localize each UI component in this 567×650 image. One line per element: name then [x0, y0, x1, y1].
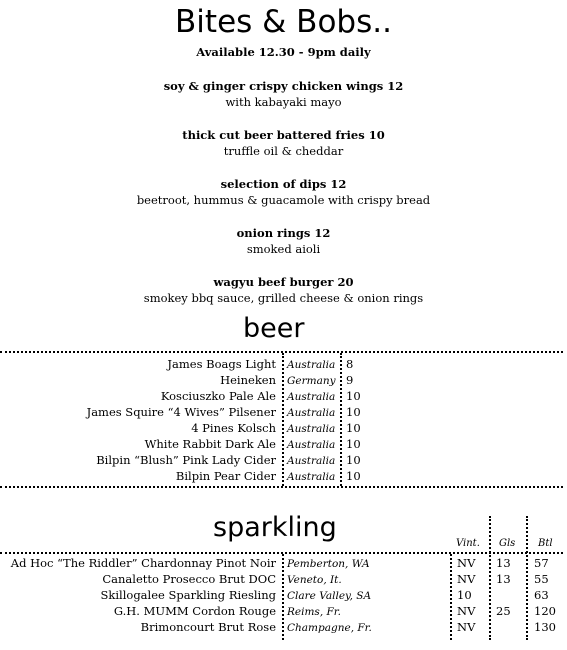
bite-item-name: soy & ginger crispy chicken wings 12	[163, 79, 404, 93]
sparkling-glass-price: 13	[496, 556, 511, 570]
glass-column-header: Gls	[499, 538, 516, 549]
beer-name: James Boags Light	[167, 357, 276, 371]
sparkling-column-divider	[526, 516, 528, 640]
sparkling-vintage: NV	[457, 572, 476, 586]
beer-heading: beer	[243, 313, 305, 344]
beer-name: Kosciuszko Pale Ale	[160, 389, 276, 403]
sparkling-origin: Reims, Fr.	[287, 606, 341, 618]
beer-price: 9	[346, 373, 354, 387]
sparkling-vintage: NV	[457, 604, 476, 618]
sparkling-origin: Veneto, It.	[287, 574, 342, 586]
sparkling-column-divider	[282, 554, 284, 640]
beer-name: Bilpin Pear Cider	[175, 469, 276, 483]
bite-item-name: thick cut beer battered fries 10	[182, 128, 385, 142]
beer-price: 8	[346, 357, 354, 371]
sparkling-vintage: NV	[457, 556, 476, 570]
menu-title: Bites & Bobs..	[175, 4, 392, 40]
bite-item-desc: smokey bbq sauce, grilled cheese & onion rings	[143, 291, 424, 305]
sparkling-bottle-price: 63	[534, 588, 549, 602]
beer-price: 10	[346, 421, 361, 435]
bite-item-desc: beetroot, hummus & guacamole with crispy bread	[136, 193, 431, 207]
beer-price: 10	[346, 405, 361, 419]
bite-item-name: onion rings 12	[236, 226, 331, 240]
beer-name: James Squire “4 Wives” Pilsener	[86, 405, 276, 419]
sparkling-name: Canaletto Prosecco Brut DOC	[102, 572, 276, 586]
sparkling-vintage: NV	[457, 620, 476, 634]
sparkling-bottle-price: 57	[534, 556, 549, 570]
bite-item-name: selection of dips 12	[220, 177, 347, 191]
beer-price: 10	[346, 469, 361, 483]
bottle-column-header: Btl	[538, 538, 553, 549]
beer-origin: Australia	[287, 391, 336, 403]
sparkling-bottle-price: 130	[534, 620, 556, 634]
beer-origin: Australia	[287, 423, 336, 435]
sparkling-bottle-price: 120	[534, 604, 556, 618]
sparkling-origin: Clare Valley, SA	[287, 590, 372, 602]
beer-origin: Australia	[287, 471, 336, 483]
beer-origin: Germany	[287, 375, 336, 387]
beer-name: Heineken	[220, 373, 276, 387]
sparkling-bottle-price: 55	[534, 572, 549, 586]
sparkling-vintage: 10	[457, 588, 472, 602]
sparkling-name: Skillogalee Sparkling Riesling	[100, 588, 276, 602]
sparkling-glass-price: 25	[496, 604, 511, 618]
beer-origin: Australia	[287, 359, 336, 371]
bite-item-desc: with kabayaki mayo	[225, 95, 342, 109]
beer-origin: Australia	[287, 439, 336, 451]
beer-origin: Australia	[287, 407, 336, 419]
beer-bottom-divider	[0, 486, 563, 488]
beer-name: White Rabbit Dark Ale	[144, 437, 276, 451]
sparkling-name: Brimoncourt Brut Rose	[140, 620, 276, 634]
sparkling-glass-price: 13	[496, 572, 511, 586]
sparkling-column-divider	[450, 554, 452, 640]
beer-price: 10	[346, 389, 361, 403]
vintage-column-header: Vint.	[456, 538, 480, 549]
bite-item-name: wagyu beef burger 20	[213, 275, 354, 289]
bite-item-desc: smoked aioli	[246, 242, 321, 256]
bite-item-desc: truffle oil & cheddar	[223, 144, 344, 158]
sparkling-name: Ad Hoc “The Riddler” Chardonnay Pinot Noir	[10, 556, 276, 570]
sparkling-heading: sparkling	[213, 512, 337, 543]
beer-name: Bilpin “Blush” Pink Lady Cider	[96, 453, 276, 467]
beer-column-divider	[282, 353, 284, 486]
sparkling-column-divider	[489, 516, 491, 640]
beer-column-divider	[340, 353, 342, 486]
beer-name: 4 Pines Kolsch	[191, 421, 276, 435]
sparkling-origin: Champagne, Fr.	[287, 622, 372, 634]
beer-price: 10	[346, 453, 361, 467]
sparkling-origin: Pemberton, WA	[287, 558, 370, 570]
sparkling-name: G.H. MUMM Cordon Rouge	[113, 604, 276, 618]
availability-note: Available 12.30 - 9pm daily	[196, 45, 371, 59]
beer-price: 10	[346, 437, 361, 451]
beer-origin: Australia	[287, 455, 336, 467]
